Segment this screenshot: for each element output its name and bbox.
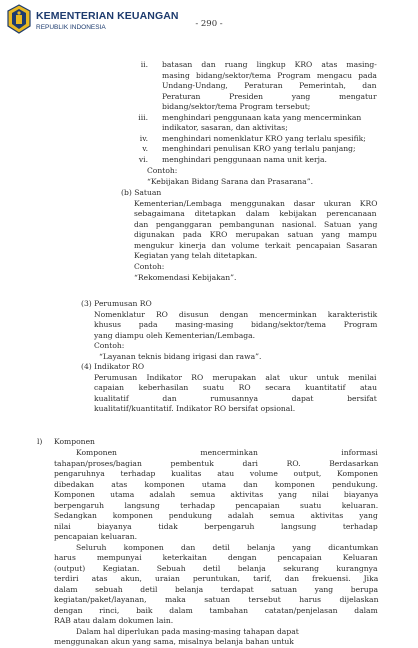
example-label: Contoh: (134, 262, 165, 271)
example-text: “Kebijakan Bidang Sarana dan Prasarana”. (147, 177, 313, 186)
example-text: “Layanan teknis bidang irigasi dan rawa”. (99, 352, 262, 361)
ministry-country: REPUBLIK INDONESIA (36, 24, 106, 31)
list-item-v: menghindari penulisan KRO yang terlalu panjang; (162, 144, 356, 153)
example-label: Contoh: (147, 166, 178, 175)
komponen-line: berpengaruh langsung terhadap pencapaian suatu keluaran. (54, 501, 379, 510)
komponen-line: Dalam hal diperlukan pada masing-masing tahapan dapat (76, 627, 299, 636)
komponen-line: tahapan/proses/bagian pembentuk dari RO. Berdasarkan (54, 459, 379, 468)
komponen-line: RAB atau dalam dokumen lain. (54, 616, 174, 625)
komponen-line: dengan rinci, baik dalam tambahan catatan/penjelasan dalam (54, 606, 378, 615)
satuan-line: Kementerian/Lembaga menggunakan dasar ukuran KRO (134, 199, 378, 208)
komponen-line: kegiatan/paket/layanan, maka satuan tersebut harus dijelaskan (54, 595, 379, 604)
list-number: iv. (139, 134, 148, 143)
list-item-iii-line: menghindari penggunaan kata yang mencerminkan (162, 113, 362, 122)
list-item-ii-line: Undang-Undang, Peraturan Pemerintah, dan (162, 81, 377, 90)
indikator-line: capaian keberhasilan suatu RO secara kuantitatif atau (94, 383, 377, 392)
indikator-line: Perumusan Indikator RO merupakan alat ukur untuk menilai (94, 373, 377, 382)
list-item-ii-line: masing bidang/sektor/tema Program mengacu pada (162, 71, 377, 80)
komponen-line: nilai biayanya tidak berpengaruh langsung terhadap (54, 522, 378, 531)
satuan-line: digunakan pada KRO merupakan satuan yang mampu (134, 230, 378, 239)
komponen-line: Komponen utama adalah semua aktivitas yang nilai biayanya (54, 490, 379, 499)
section-heading-indikator: (4) Indikator RO (81, 362, 145, 371)
section-heading-komponen: Komponen (54, 437, 95, 446)
satuan-line: dan penganggaran pembangunan nasional. Satuan yang (134, 220, 378, 229)
list-item-ii-line: Peraturan Presiden yang mengatur (162, 92, 377, 101)
example-label: Contoh: (94, 341, 125, 350)
komponen-line: Seluruh komponen dan detil belanja yang dicantumkan (76, 543, 379, 552)
perumusan-line: yang diampu oleh Kementerian/Lembaga. (94, 331, 256, 340)
example-text: “Rekomendasi Kebijakan”. (134, 273, 237, 282)
komponen-line: dalam sebuah detil belanja terdapat satuan yang berupa (54, 585, 378, 594)
list-item-iii-line: indikator, sasaran, dan aktivitas; (162, 123, 288, 132)
ministry-name: KEMENTERIAN KEUANGAN (36, 10, 179, 22)
list-number: l) (37, 437, 43, 446)
indikator-line: kualitatif/kuantitatif. Indikator RO bersifat opsional. (94, 404, 296, 413)
list-number: vi. (138, 155, 148, 164)
komponen-line: pengaruhnya terhadap kualitas atau volume output, Komponen (54, 469, 378, 478)
section-heading-satuan: (b) Satuan (121, 188, 162, 197)
list-item-iv: menghindari nomenklatur KRO yang terlalu spesifik; (162, 134, 366, 143)
komponen-line: (output) Kegiatan. Sebuah detil belanja sekurang kurangnya (54, 564, 378, 573)
komponen-line: harus mempunyai keterkaitan dengan pencapaian Keluaran (54, 553, 378, 562)
komponen-line: Sedangkan komponen pendukung adalah semua aktivitas yang (54, 511, 378, 520)
komponen-line: Komponen mencerminkan informasi (76, 448, 378, 457)
list-item-ii-line: batasan dan ruang lingkup KRO atas masing- (162, 60, 377, 69)
perumusan-line: khusus pada masing-masing bidang/sektor/tema Program (94, 320, 378, 329)
list-item-ii-line: bidang/sektor/tema Program tersebut; (162, 102, 311, 111)
list-number: ii. (140, 60, 148, 69)
section-heading-perumusan: (3) Perumusan RO (81, 299, 152, 308)
list-item-vi: menghindari penggunaan nama unit kerja. (162, 155, 327, 164)
komponen-line: menggunakan akun yang sama, misalnya belanja bahan untuk (54, 637, 294, 646)
list-number: iii. (138, 113, 148, 122)
komponen-line: pencapaian keluaran. (54, 532, 138, 541)
perumusan-line: Nomenklatur RO disusun dengan mencerminkan karakteristik (94, 310, 378, 319)
satuan-line: sebagaimana ditetapkan dalam kebijakan perencanaan (134, 209, 377, 218)
list-number: v. (142, 144, 148, 153)
komponen-line: terdiri atas akun, uraian peruntukan, tarif, dan frekuensi. Jika (54, 574, 379, 583)
indikator-line: kualitatif dan rumusannya dapat bersifat (94, 394, 377, 403)
komponen-line: dibedakan atas komponen utama dan komponen pendukung. (54, 480, 378, 489)
satuan-line: mengukur kinerja dan volume terkait pencapaian Sasaran (134, 241, 378, 250)
satuan-line: Kegiatan yang telah ditetapkan. (134, 251, 258, 260)
page-number: - 290 - (195, 19, 223, 29)
